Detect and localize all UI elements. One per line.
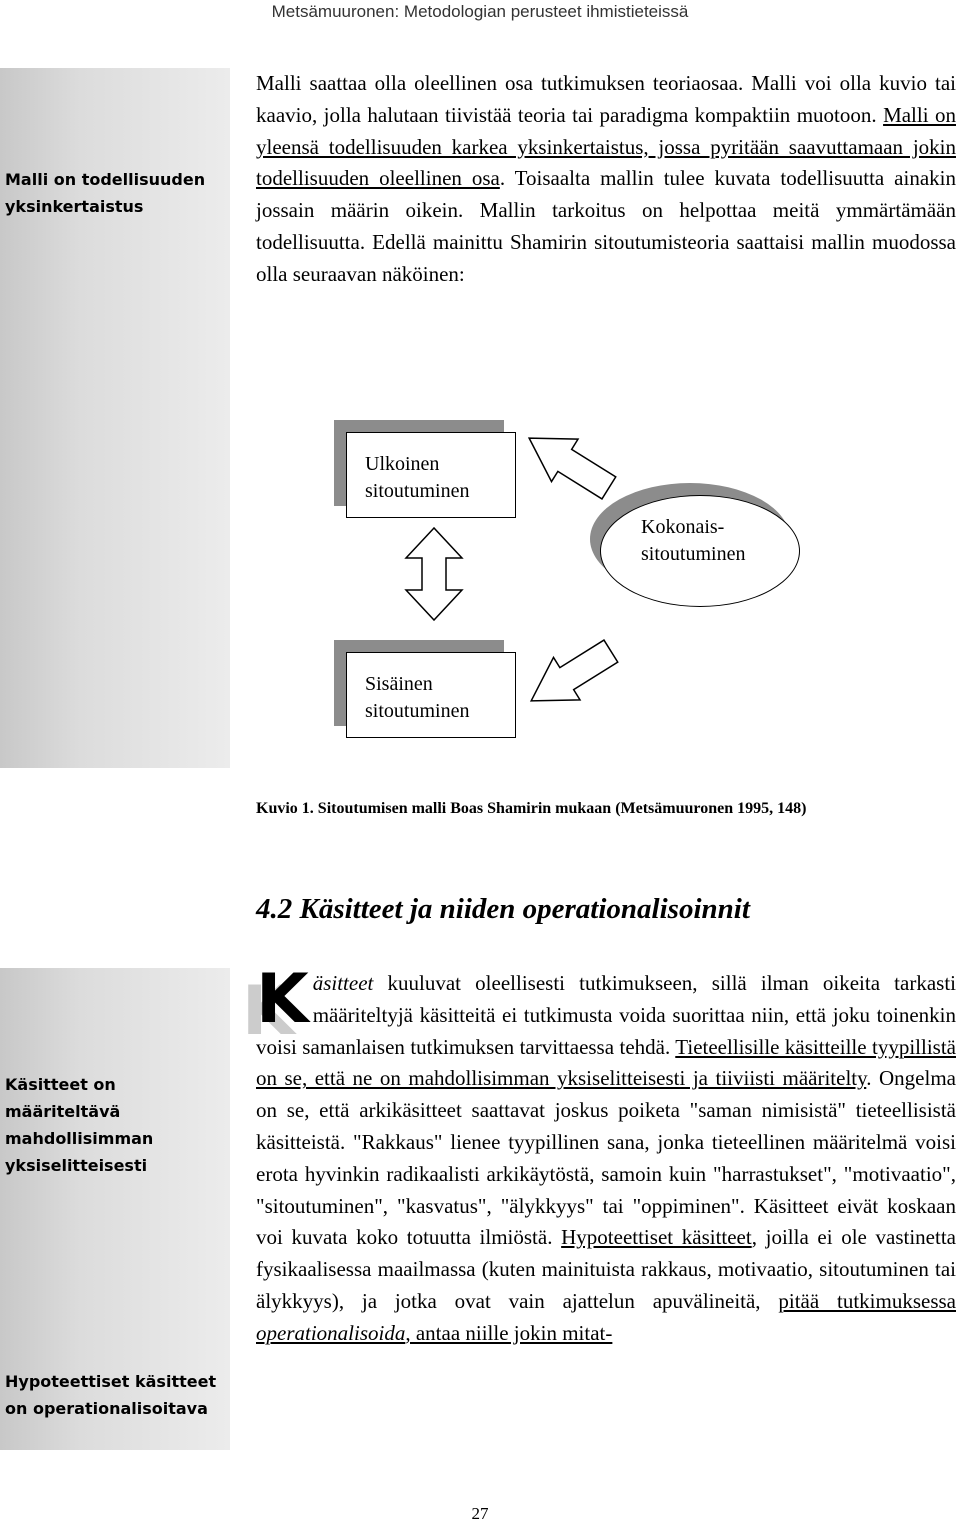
paragraph-concepts-a: kuuluvat oleellisesti tutkimukseen, sillä ilman oikeita tarkasti määriteltyjä käsitteitä ei tutkimusta voida suorittaa niin, että joku toinenkin voisi samanlaisen tutkimuksen tarvittaessa tehdä. bbox=[256, 971, 956, 1059]
arrow-to-outer-icon bbox=[516, 417, 622, 509]
paragraph-concepts bbox=[256, 960, 956, 1350]
ellipse-line2: sitoutuminen bbox=[641, 543, 746, 565]
arrow-to-inner-icon bbox=[518, 630, 624, 722]
paragraph-concepts-c: . Ongelma on se, että arkikäsitteet saattavat joskus poiketa "saman nimisistä" tieteellisistä käsitteistä. "Rakkaus" lienee tyypillinen sana, jonka tieteellinen määritelmä voisi erota hyvinkin radikaalisti arkikäytöstä, samoin kuin "harrastukset", "motivaatio", "sitoutuminen", "kasvatus", "älykkyys" tai "oppiminen". Käsitteet eivät koskaan voi kuvata koko totuutta ilmiöstä. bbox=[256, 1066, 956, 1250]
margin-panel-top bbox=[0, 68, 230, 768]
box-internal-line1: Sisäinen bbox=[365, 673, 433, 695]
figure-caption: Kuvio 1. Sitoutumisen malli Boas Shamirin mukaan (Metsämuuronen 1995, 148) bbox=[256, 800, 807, 817]
page-number: 27 bbox=[471, 1504, 489, 1523]
box-internal-line2: sitoutuminen bbox=[365, 700, 470, 722]
margin-panel-bottom bbox=[0, 968, 230, 1450]
box-external-commitment bbox=[346, 432, 516, 518]
margin-note-model: Malli on todellisuuden yksinkertaistus bbox=[5, 170, 206, 216]
paragraph-concepts-underlined-1: Tieteellisille käsitteille tyypillistä on se, että ne on mahdollisimman yksiselitteisesti ja tiiviisti määritelty bbox=[256, 1034, 956, 1091]
paragraph-model-rest: . Toisaalta mallin tulee kuvata todellisuutta ainakin jossain määrin oikein. Mallin tarkoitus on helpottaa meitä ymmärtämään todellisuutta. Edellä mainittu Shamirin sitoutumisteoria saattaisi mallin muodossa olla seuraavan näköinen: bbox=[256, 166, 956, 286]
commitment-model-diagram bbox=[256, 400, 816, 760]
paragraph-model-underlined: Malli on yleensä todellisuuden karkea yksinkertaistus, jossa pyritään saavuttamaan jokin todellisuuden oleellinen osa bbox=[256, 102, 956, 191]
ellipse-line1: Kokonais- bbox=[641, 516, 725, 538]
paragraph-concepts-underlined-3: pitää tutkimuksessa bbox=[778, 1288, 956, 1313]
section-heading: 4.2 Käsitteet ja niiden operationalisoinnit bbox=[256, 893, 750, 925]
box-external-line2: sitoutuminen bbox=[365, 480, 470, 502]
drop-cap-letter: K bbox=[256, 960, 309, 1039]
paragraph-concepts-underlined-italic: operationalisoida bbox=[256, 1320, 406, 1345]
running-header: Metsämuuronen: Metodologian perusteet ihmistieteissä bbox=[271, 2, 689, 21]
margin-note-hypothetical: Hypoteettiset käsitteet on operationalisoitava bbox=[5, 1372, 217, 1418]
paragraph-concepts-underlined-4: , antaa niille jokin mitat- bbox=[405, 1320, 613, 1345]
paragraph-concepts-italic: äsitteet bbox=[312, 971, 374, 995]
double-arrow-icon bbox=[406, 528, 462, 620]
ellipse-total-commitment bbox=[600, 495, 800, 607]
paragraph-concepts-e: , joilla ei ole vastinetta fysikaalisessa maailmassa (kuten mainituista rakkaus, motivaatio, sitoutuminen tai älykkyys), ja jotka ovat vain ajattelun apuvälineitä, bbox=[256, 1225, 956, 1313]
box-external-line1: Ulkoinen bbox=[365, 453, 440, 475]
paragraph-model bbox=[256, 68, 956, 291]
paragraph-model-intro: Malli saattaa olla oleellinen osa tutkimuksen teoriaosaa. Malli voi olla kuvio tai kaavio, jolla halutaan tiivistää teoria tai paradigma kompaktiin muotoon. bbox=[256, 71, 956, 127]
margin-note-concepts: Käsitteet on määriteltävä mahdollisimman yksiselitteisesti bbox=[5, 1075, 154, 1175]
box-internal-commitment bbox=[346, 652, 516, 738]
paragraph-concepts-underlined-2: Hypoteettiset käsitteet bbox=[561, 1225, 752, 1250]
